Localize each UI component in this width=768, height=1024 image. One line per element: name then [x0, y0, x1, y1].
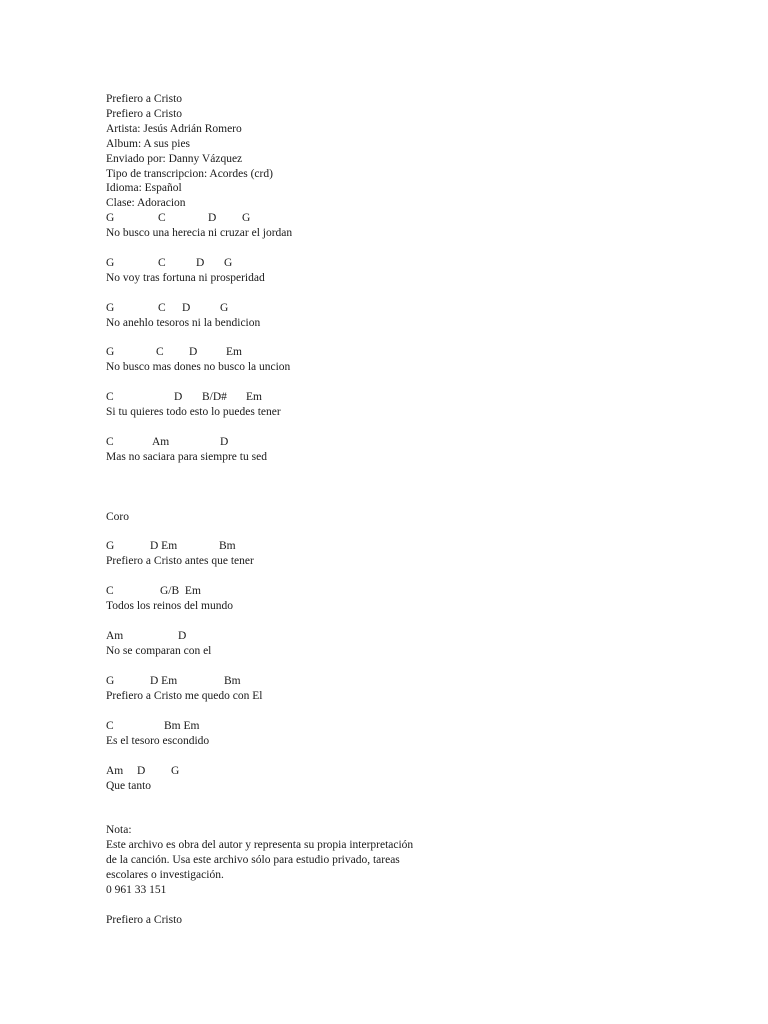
chord: G: [106, 257, 115, 269]
chord: D: [178, 630, 187, 642]
chord: C: [106, 436, 114, 448]
chord: Bm: [219, 540, 236, 552]
chord: D: [189, 346, 198, 358]
chord: Am: [152, 436, 170, 448]
chord: G: [106, 675, 115, 687]
lyric-line: Mas no saciara para siempre tu sed: [106, 451, 267, 463]
lyric-line: Es el tesoro escondido: [106, 735, 210, 747]
language-line: Idioma: Español: [106, 182, 182, 194]
lyric-line: No busco mas dones no busco la uncion: [106, 361, 291, 373]
chord: D: [137, 765, 146, 777]
song-title-repeat: Prefiero a Cristo: [106, 108, 183, 120]
note-text-line: de la canción. Usa este archivo sólo para estudio privado, tareas: [106, 854, 400, 866]
lyric-line: No busco una herecia ni cruzar el jordan: [106, 227, 293, 239]
phone-number: 0 961 33 151: [106, 884, 167, 896]
lyric-line: Todos los reinos del mundo: [106, 600, 233, 612]
chord: G: [224, 257, 233, 269]
note-label: Nota:: [106, 824, 132, 836]
transcription-type-line: Tipo de transcripcion: Acordes (crd): [106, 168, 273, 180]
chord: C: [158, 212, 166, 224]
note-text-line: escolares o investigación.: [106, 869, 224, 881]
chord: G: [171, 765, 180, 777]
chord: Em: [246, 391, 262, 403]
sender-line: Enviado por: Danny Vázquez: [106, 153, 243, 165]
chord: C: [158, 302, 166, 314]
chord: Am: [106, 630, 124, 642]
chord: G: [106, 540, 115, 552]
chorus-label: Coro: [106, 511, 129, 523]
chord: G: [242, 212, 251, 224]
chord: C: [106, 720, 114, 732]
chord: G: [106, 302, 115, 314]
chord: C: [156, 346, 164, 358]
chord: D: [182, 302, 191, 314]
lyric-line: No se comparan con el: [106, 645, 212, 657]
chord: Em: [226, 346, 242, 358]
note-text-line: Este archivo es obra del autor y representa su propia interpretación: [106, 839, 414, 851]
lyric-line: Si tu quieres todo esto lo puedes tener: [106, 406, 281, 418]
chord: Bm: [224, 675, 241, 687]
lyric-line: No voy tras fortuna ni prosperidad: [106, 272, 265, 284]
album-line: Album: A sus pies: [106, 138, 191, 150]
footer-title: Prefiero a Cristo: [106, 914, 183, 926]
lyric-line: No anehlo tesoros ni la bendicion: [106, 317, 261, 329]
chord: D: [174, 391, 183, 403]
chord: G: [106, 346, 115, 358]
chord: G/B Em: [160, 585, 201, 597]
chord: C: [106, 391, 114, 403]
chord: D Em: [150, 540, 178, 552]
chord: Bm Em: [164, 720, 200, 732]
chord: Am: [106, 765, 124, 777]
chord: C: [106, 585, 114, 597]
chord: B/D#: [202, 391, 227, 403]
lyric-line: Prefiero a Cristo me quedo con El: [106, 690, 263, 702]
chord: G: [106, 212, 115, 224]
song-title: Prefiero a Cristo: [106, 93, 183, 105]
chord: D: [196, 257, 205, 269]
chord: D: [208, 212, 217, 224]
chord: G: [220, 302, 229, 314]
lyric-line: Prefiero a Cristo antes que tener: [106, 555, 254, 567]
chord: D: [220, 436, 229, 448]
class-line: Clase: Adoracion: [106, 197, 186, 209]
artist-line: Artista: Jesús Adrián Romero: [106, 123, 242, 135]
chord: D Em: [150, 675, 178, 687]
lyric-line: Que tanto: [106, 780, 152, 792]
chord: C: [158, 257, 166, 269]
